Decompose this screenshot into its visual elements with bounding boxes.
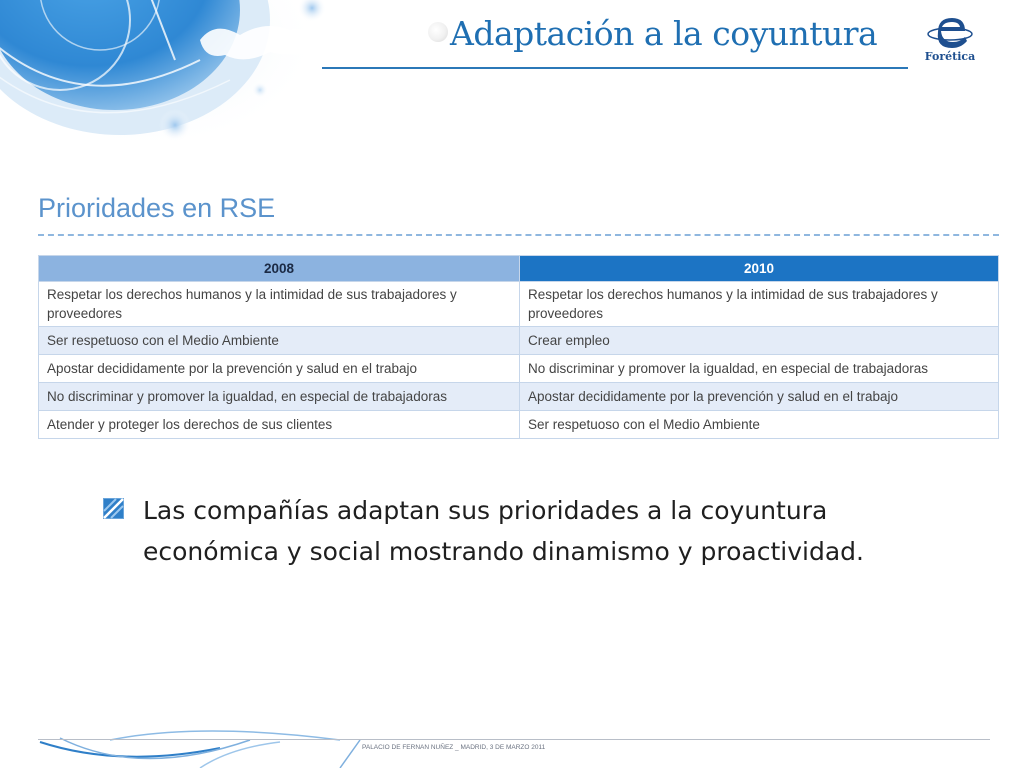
table-row (39, 282, 999, 327)
cell-2010: Apostar decididamente por la prevención y salud en el trabajo (520, 383, 999, 411)
cell-2008: Respetar los derechos humanos y la intimidad de sus trabajadores y proveedores (39, 282, 520, 327)
foretica-logo (920, 10, 980, 66)
cell-2008: No discriminar y promover la igualdad, en especial de trabajadoras (39, 383, 520, 411)
title-underline (322, 67, 908, 69)
foretica-e-icon (920, 10, 980, 50)
table-header-row (39, 256, 999, 282)
slide-title (428, 14, 877, 53)
cell-2010: No discriminar y promover la igualdad, en especial de trabajadoras (520, 355, 999, 383)
cell-2010: Crear empleo (520, 327, 999, 355)
square-bullet-icon (103, 498, 124, 519)
cell-2010: Ser respetuoso con el Medio Ambiente (520, 411, 999, 439)
footer-text: PALACIO DE FERNAN NUÑEZ _ MADRID, 3 DE MARZO 2011 (362, 744, 546, 751)
cell-2008: Ser respetuoso con el Medio Ambiente (39, 327, 520, 355)
cell-2008: Atender y proteger los derechos de sus clientes (39, 411, 520, 439)
slide-title-text: Adaptación a la coyuntura (450, 14, 878, 53)
dashed-divider (38, 234, 999, 238)
bullet-text: Las compañías adaptan sus prioridades a la coyuntura económica y social mostrando dinamismo y proactividad. (143, 496, 864, 566)
section-heading: Prioridades en RSE (38, 193, 276, 223)
table-row (39, 355, 999, 383)
priorities-table (38, 255, 999, 439)
column-header-2008: 2008 (39, 256, 520, 282)
table-row (39, 411, 999, 439)
cell-2008: Apostar decididamente por la prevención y salud en el trabajo (39, 355, 520, 383)
title-bullet-icon (428, 22, 448, 42)
column-header-2010: 2010 (520, 256, 999, 282)
cell-2010: Respetar los derechos humanos y la intimidad de sus trabajadores y proveedores (520, 282, 999, 327)
table-row (39, 327, 999, 355)
decorative-swirl-graphic (0, 0, 340, 160)
table-row (39, 383, 999, 411)
logo-text: Forética (924, 50, 976, 63)
footer-rule (38, 739, 990, 740)
